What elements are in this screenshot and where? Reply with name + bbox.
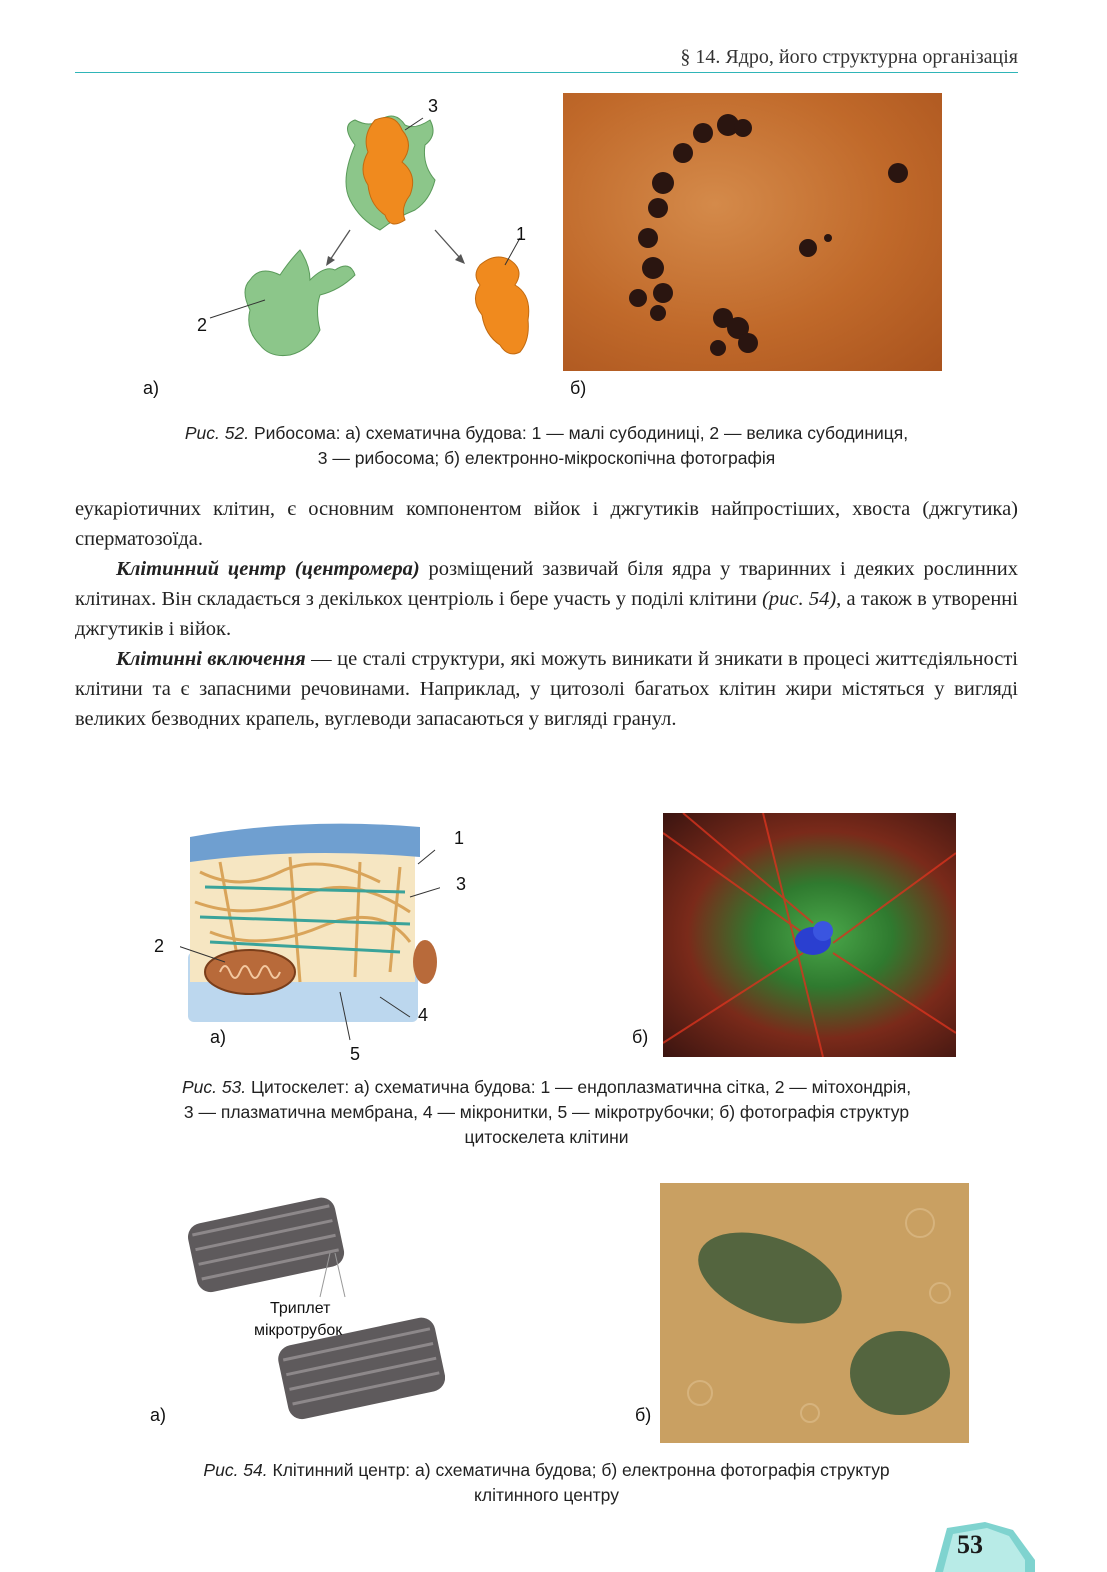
label-1: 1 xyxy=(454,828,465,848)
label-3: 3 xyxy=(456,874,467,894)
paragraph-cell-center: Клітинний центр (центромера) розміщений зазвичай біля ядра у тваринних і деяких рослинних клітинах. Він складається з декількох центріоль і бере участь у поділі клітини (рис. 54), а також в утворенні джгутиків і війок. xyxy=(75,558,1018,640)
label-a: а) xyxy=(210,1027,227,1047)
page-number-badge xyxy=(925,1520,1035,1572)
page-number: 53 xyxy=(957,1530,983,1559)
cytoskeleton-diagram xyxy=(180,812,440,1042)
ribosome-diagram xyxy=(190,90,560,400)
label-b: б) xyxy=(570,378,587,398)
paragraph: еукаріотичних клітин, є основним компонентом війок і джгутиків найпростіших, хвоста (джгутика) сперматозоїда. xyxy=(75,498,1018,550)
ribosome-micrograph xyxy=(563,93,942,371)
label-a: а) xyxy=(143,378,160,398)
label-b: б) xyxy=(632,1027,649,1047)
chapter-title: § 14. Ядро, його структурна організація xyxy=(680,46,1018,68)
figure-ref: Рис. 53. xyxy=(181,1077,247,1097)
label-5: 5 xyxy=(350,1044,361,1064)
page-header xyxy=(75,42,1018,73)
large-subunit-shape xyxy=(245,250,355,356)
figure-ref: Рис. 54. xyxy=(203,1460,268,1480)
label-a: а) xyxy=(150,1405,167,1425)
label-microtubules: мікротрубок xyxy=(254,1322,343,1339)
label-3: 3 xyxy=(428,96,439,116)
figure-caption: Рис. 52. Рибосома: а) схематична будова: 1 — малі субодиниці, 2 — велика субодиниця, 3 — рибосома; б) електронно-мікроскопічна фотографія xyxy=(184,423,909,468)
label-4: 4 xyxy=(418,1005,429,1025)
term-inclusions: Клітинні включення xyxy=(116,648,306,670)
body-text xyxy=(75,494,1018,734)
cytoskeleton-photo xyxy=(663,813,956,1057)
label-1: 1 xyxy=(516,224,527,244)
label-2: 2 xyxy=(154,936,165,956)
term-cell-center: Клітинний центр (центромера) xyxy=(116,558,420,580)
centrosome-photo xyxy=(660,1183,969,1443)
figure-ref: Рис. 52. xyxy=(184,423,250,443)
paragraph-inclusions: Клітинні включення — це сталі структури, які можуть виникати й зникати в процесі життєдіяльності клітини та є запасними речовинами. Наприклад, у цитозолі багатьох клітин жири містяться у вигляді великих безводних крапель, вуглеводи запасаються у вигляді гранул. xyxy=(75,648,1018,730)
figure-caption: Рис. 54. Клітинний центр: а) схематична будова; б) електронна фотографія структур клітинного центру xyxy=(203,1460,890,1505)
figure-caption: Рис. 53. Цитоскелет: а) схематична будова: 1 — ендоплазматична сітка, 2 — мітохондрія, 3 — плазматична мембрана, 4 — мікронитки, 5 — мікротрубочки; б) фотографія структур цитоскелета клітини xyxy=(181,1077,912,1147)
label-b: б) xyxy=(635,1405,652,1425)
figure-reference: (рис. 54) xyxy=(762,588,837,610)
label-triplet: Триплет xyxy=(270,1300,331,1317)
label-2: 2 xyxy=(197,315,208,335)
small-subunit-shape xyxy=(475,257,528,354)
